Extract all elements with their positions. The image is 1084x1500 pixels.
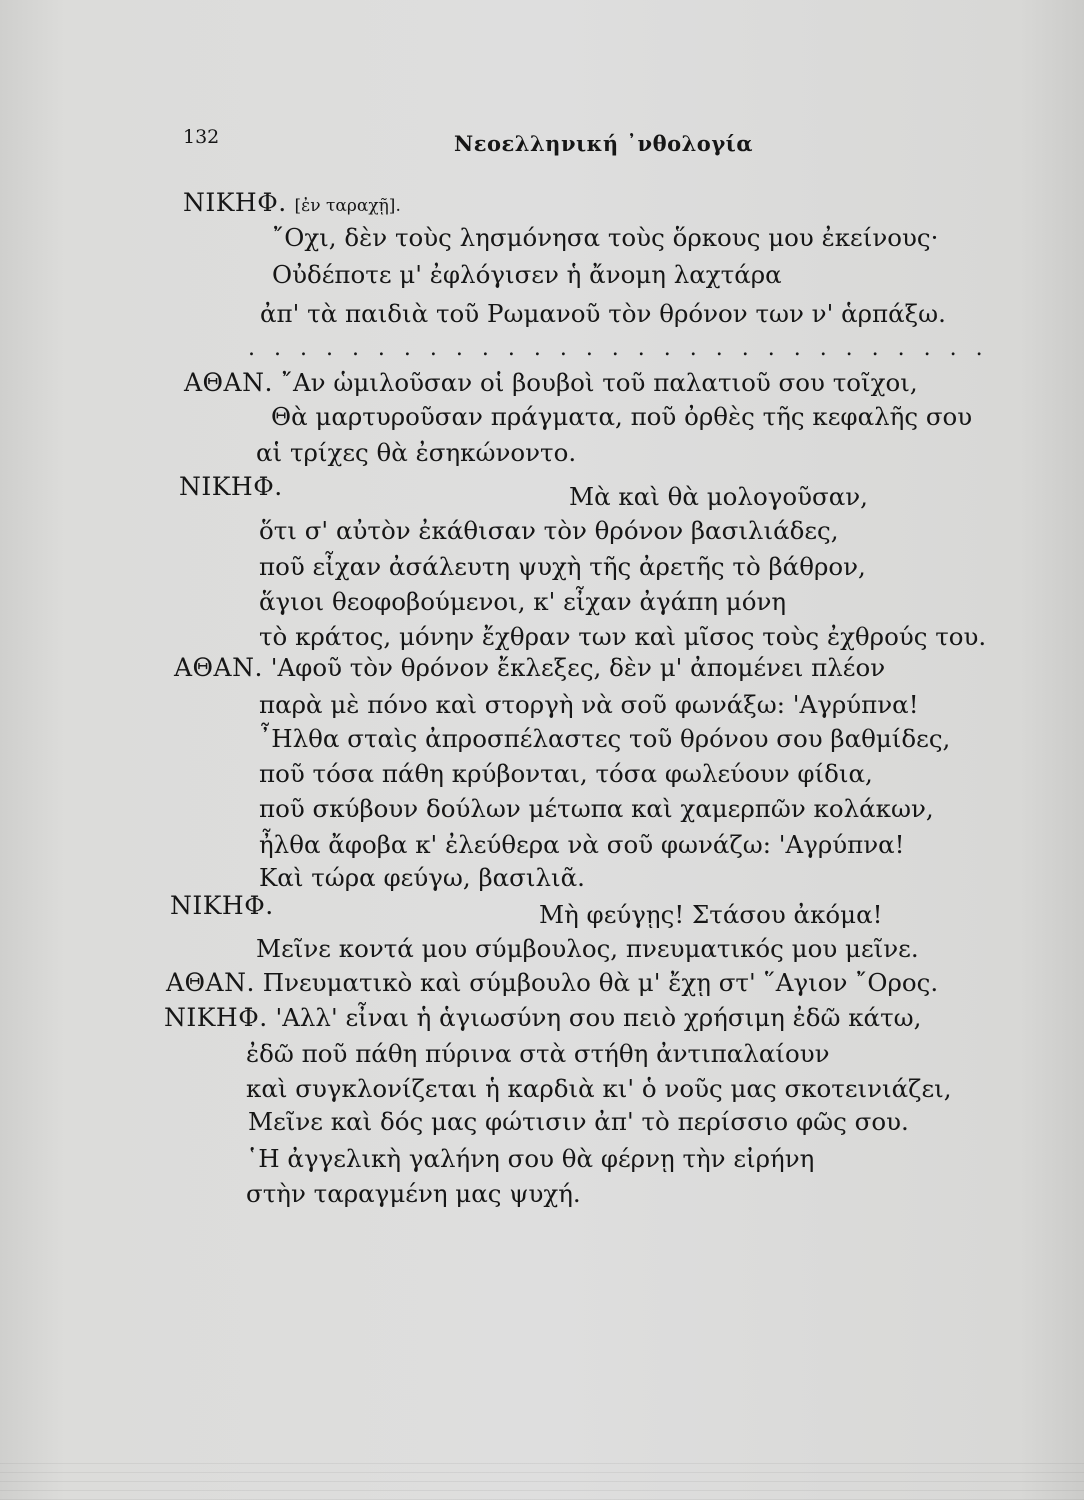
verse-line: ῎Οχι, δὲν τοὺς λησμόνησα τοὺς ὅρκους μου ἐκείνους· <box>272 223 939 252</box>
speaker-label: ΝΙΚΗΦ. <box>164 1003 268 1032</box>
verse-text: 'Αφοῦ τὸν θρόνον ἔκλεξες, δὲν μ' ἀπομένει πλέον <box>270 653 886 682</box>
stage-direction: [ἐν ταραχῇ]. <box>294 196 401 216</box>
scan-artifact <box>0 1455 1084 1500</box>
verse-text: Πνευματικὸ καὶ σύμβουλο θὰ μ' ἔχῃ στ' ῞Αγιον ῎Ορος. <box>262 968 939 997</box>
verse-line: ἅγιοι θεοφοβούμενοι, κ' εἶχαν ἀγάπη μόνη <box>259 587 787 616</box>
verse-line <box>164 1005 921 1031</box>
verse-line <box>184 370 918 396</box>
running-title: Νεοελληνική ᾿νθολογία <box>454 131 754 156</box>
verse-line: ποῦ τόσα πάθη κρύβονται, τόσα φωλεύουν φίδια, <box>259 759 873 788</box>
verse-line: Μὰ καὶ θὰ μολογοῦσαν, <box>569 482 868 511</box>
verse-line: ἐδῶ ποῦ πάθη πύρινα στὰ στήθη ἀντιπαλαίουν <box>246 1039 830 1068</box>
verse-line: Μεῖνε κοντά μου σύμβουλος, πνευματικός μου μεῖνε. <box>256 934 919 963</box>
speaker-label: ΝΙΚΗΦ. <box>183 188 287 217</box>
verse-line <box>174 655 885 681</box>
page-header <box>0 126 1084 166</box>
speaker-label: ΑΘΑΝ. <box>174 653 263 682</box>
verse-text: 'Αλλ' εἶναι ἡ ἁγιωσύνη σου πειὸ χρήσιμη ἐδῶ κάτω, <box>275 1003 922 1032</box>
speaker-label: ΝΙΚΗΦ. <box>179 472 283 501</box>
verse-line: αἱ τρίχες θὰ ἐσηκώνοντο. <box>256 438 577 467</box>
verse-line <box>166 970 938 996</box>
ellipsis-line: . . . . . . . . . . . . . . . . . . . . . . . . . . . . . <box>248 336 989 361</box>
verse-line: τὸ κράτος, μόνην ἔχθραν των καὶ μῖσος τοὺς ἐχθρούς του. <box>259 622 987 651</box>
verse-line: ποῦ εἶχαν ἀσάλευτη ψυχὴ τῆς ἀρετῆς τὸ βάθρον, <box>259 552 866 581</box>
verse-line <box>179 474 283 500</box>
verse-line: ἦλθα ἄφοβα κ' ἐλεύθερα νὰ σοῦ φωνάζω: 'Αγρύπνα! <box>259 830 905 859</box>
verse-line: στὴν ταραγμένη μας ψυχή. <box>246 1179 581 1208</box>
verse-line: Καὶ τώρα φεύγω, βασιλιᾶ. <box>259 863 585 892</box>
page-number: 132 <box>183 126 220 148</box>
verse-line: ἀπ' τὰ παιδιὰ τοῦ Ρωμανοῦ τὸν θρόνον των ν' ἁρπάξω. <box>260 299 946 328</box>
verse-line: ῾Η ἀγγελικὴ γαλήνη σου θὰ φέρνῃ τὴν εἰρήνη <box>246 1144 815 1173</box>
verse-line: ποῦ σκύβουν δούλων μέτωπα καὶ χαμερπῶν κολάκων, <box>259 794 934 823</box>
verse-line: καὶ συγκλονίζεται ἡ καρδιὰ κι' ὁ νοῦς μας σκοτεινιάζει, <box>246 1074 952 1103</box>
verse-line: Μὴ φεύγῃς! Στάσου ἀκόμα! <box>539 900 883 929</box>
speaker-label: ΝΙΚΗΦ. <box>170 891 274 920</box>
verse-text: ῎Αν ὡμιλοῦσαν οἱ βουβοὶ τοῦ παλατιοῦ σου τοῖχοι, <box>280 368 918 397</box>
speaker-label: ΑΘΑΝ. <box>166 968 255 997</box>
speaker-label: ΑΘΑΝ. <box>184 368 273 397</box>
verse-line: Θὰ μαρτυροῦσαν πράγματα, ποῦ ὀρθὲς τῆς κεφαλῆς σου <box>271 402 973 431</box>
verse-line: Μεῖνε καὶ δός μας φώτισιν ἀπ' τὸ περίσσιο φῶς σου. <box>248 1107 909 1136</box>
verse-line: ὅτι σ' αὐτὸν ἐκάθισαν τὸν θρόνον βασιλιάδες, <box>259 516 839 545</box>
verse-line <box>183 190 401 216</box>
verse-line: ῏Ηλθα σταὶς ἀπροσπέλαστες τοῦ θρόνου σου βαθμίδες, <box>259 724 951 753</box>
verse-line <box>170 893 274 919</box>
verse-line: παρὰ μὲ πόνο καὶ στοργὴ νὰ σοῦ φωνάξω: 'Αγρύπνα! <box>259 690 919 719</box>
verse-line: Οὐδέποτε μ' ἐφλόγισεν ἡ ἄνομη λαχτάρα <box>272 260 782 289</box>
